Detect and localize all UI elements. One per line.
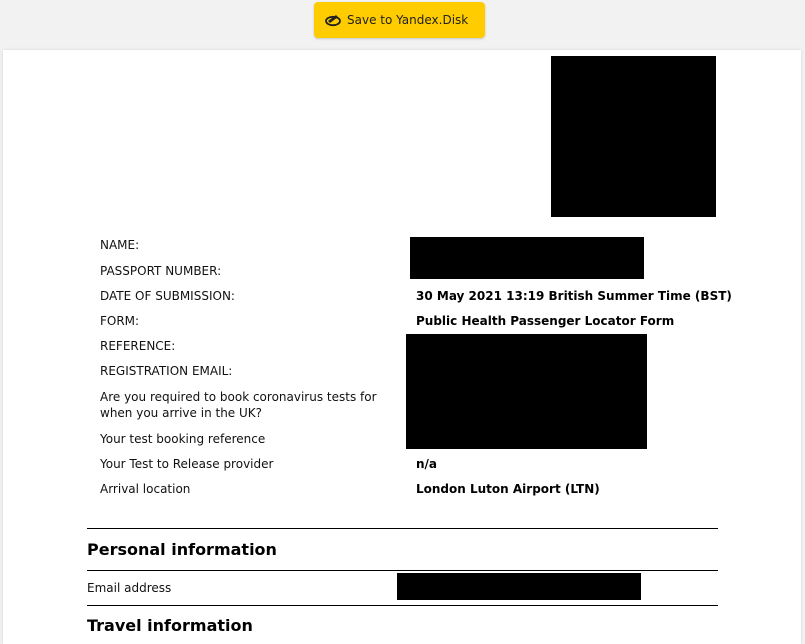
redacted-email-address (397, 573, 641, 600)
field-label-email-address: Email address (87, 581, 172, 595)
row-label-date-of-submission: DATE OF SUBMISSION: (100, 289, 235, 303)
toolbar (0, 0, 805, 50)
divider (87, 528, 718, 529)
row-label-form: FORM: (100, 314, 140, 328)
section-title-travel-information: Travel information (87, 616, 253, 635)
save-button-label: Save to Yandex.Disk (347, 13, 469, 27)
row-label-arrival-location: Arrival location (100, 482, 191, 496)
row-label-coronavirus-tests: Are you required to book coronavirus tests for when you arrive in the UK? (100, 390, 377, 420)
row-label-test-to-release-provider: Your Test to Release provider (100, 457, 274, 471)
redacted-reference-email-tests (406, 334, 647, 449)
divider (87, 570, 718, 571)
save-to-yandex-disk-button[interactable] (314, 2, 485, 38)
row-label-passport-number: PASSPORT NUMBER: (100, 264, 222, 278)
row-label-registration-email: REGISTRATION EMAIL: (100, 364, 233, 378)
document-page (3, 50, 801, 644)
row-value-arrival-location: London Luton Airport (LTN) (416, 482, 600, 496)
divider (87, 605, 718, 606)
yandex-disk-icon (324, 13, 342, 27)
row-value-form: Public Health Passenger Locator Form (416, 314, 675, 328)
row-value-date-of-submission: 30 May 2021 13:19 British Summer Time (BST) (416, 289, 732, 303)
row-label-test-booking-reference: Your test booking reference (100, 432, 266, 446)
row-value-test-to-release-provider: n/a (416, 457, 438, 471)
section-title-personal-information: Personal information (87, 540, 277, 559)
row-label-reference: REFERENCE: (100, 339, 176, 353)
redacted-photo (551, 56, 716, 217)
row-label-name: NAME: (100, 238, 140, 252)
redacted-name-passport (410, 237, 644, 279)
